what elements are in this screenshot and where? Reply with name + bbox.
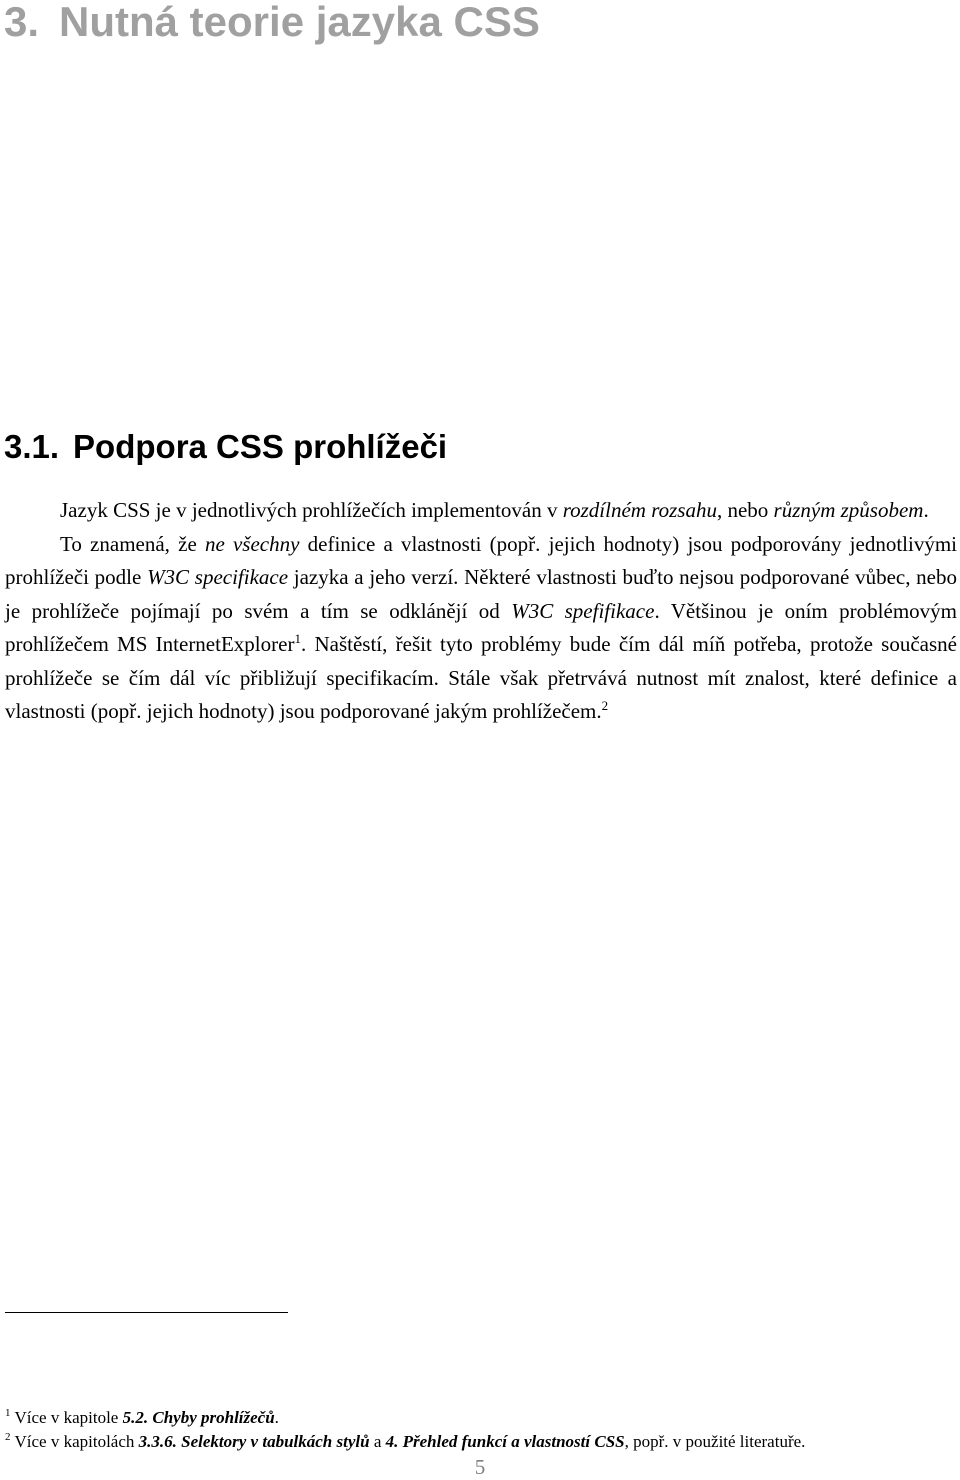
chapter-title: Nutná teorie jazyka CSS — [59, 0, 540, 45]
chapter-number: 3. — [4, 0, 40, 45]
body-text — [5, 494, 957, 729]
text-run: a — [369, 1432, 386, 1451]
paragraph-2 — [5, 528, 957, 729]
emphasis: rozdílném rozsahu — [562, 498, 717, 522]
text-run: . Většinou je oním problémovým prohlížečem MS InternetExplorer — [5, 598, 958, 656]
text-run: Více v kapitolách — [14, 1432, 139, 1451]
emphasis: W3C specifikace — [147, 565, 289, 589]
section-number: 3.1. — [4, 428, 60, 465]
footnote-mark: 2 — [5, 1431, 11, 1444]
text-run: Více v kapitole — [14, 1408, 123, 1427]
footnote-ref-1[interactable]: 1 — [294, 631, 301, 646]
chapter-reference[interactable]: 5.2. Chyby prohlížečů — [122, 1408, 275, 1427]
emphasis: W3C spefifikace — [511, 598, 655, 623]
text-run: , nebo — [716, 498, 774, 522]
footnote-1 — [5, 1406, 957, 1430]
text-run: To znamená, že — [60, 531, 205, 556]
footnote-2 — [5, 1430, 957, 1454]
footnotes — [5, 1406, 957, 1454]
emphasis: různým způsobem — [773, 498, 924, 522]
text-run: . — [274, 1408, 279, 1427]
chapter-heading — [4, 0, 540, 46]
text-run: . Naštěstí, řešit tyto problémy bude čím dál míň potřeba, protože současné prohlížeče se čím dál víc přibližují specifikacím. Stále však přetrvává nutnost mít znalost, které definice a vlastnosti (popř. jejich hodnoty) jsou podporované jakým prohlížečem. — [5, 632, 957, 723]
text-run: definice a vlastnosti (popř. jejich hodnoty) jsou podporovány jednotlivými prohlížeči podle — [5, 531, 958, 589]
text-run: . — [923, 498, 929, 522]
text-run: Jazyk CSS je v jednotlivých prohlížečích implementován v — [60, 498, 563, 522]
footnote-mark: 1 — [5, 1407, 11, 1420]
chapter-reference[interactable]: 4. Přehled funkcí a vlastností CSS — [385, 1432, 625, 1451]
section-heading — [4, 428, 447, 466]
emphasis: ne všechny — [204, 531, 300, 556]
section-title: Podpora CSS prohlížeči — [73, 428, 448, 465]
paragraph-1 — [5, 494, 957, 528]
chapter-reference[interactable]: 3.3.6. Selektory v tabulkách stylů — [138, 1432, 370, 1451]
page-number: 5 — [474, 1455, 486, 1479]
text-run: jazyka a jeho verzí. Některé vlastnosti buďto nejsou podporované vůbec, nebo je prohlížeče pojímají po svém a tím se odklánějí od — [5, 565, 957, 623]
text-run: , popř. v použité literatuře. — [624, 1432, 806, 1451]
footnote-separator — [5, 1312, 288, 1313]
footnote-ref-2[interactable]: 2 — [601, 698, 609, 713]
